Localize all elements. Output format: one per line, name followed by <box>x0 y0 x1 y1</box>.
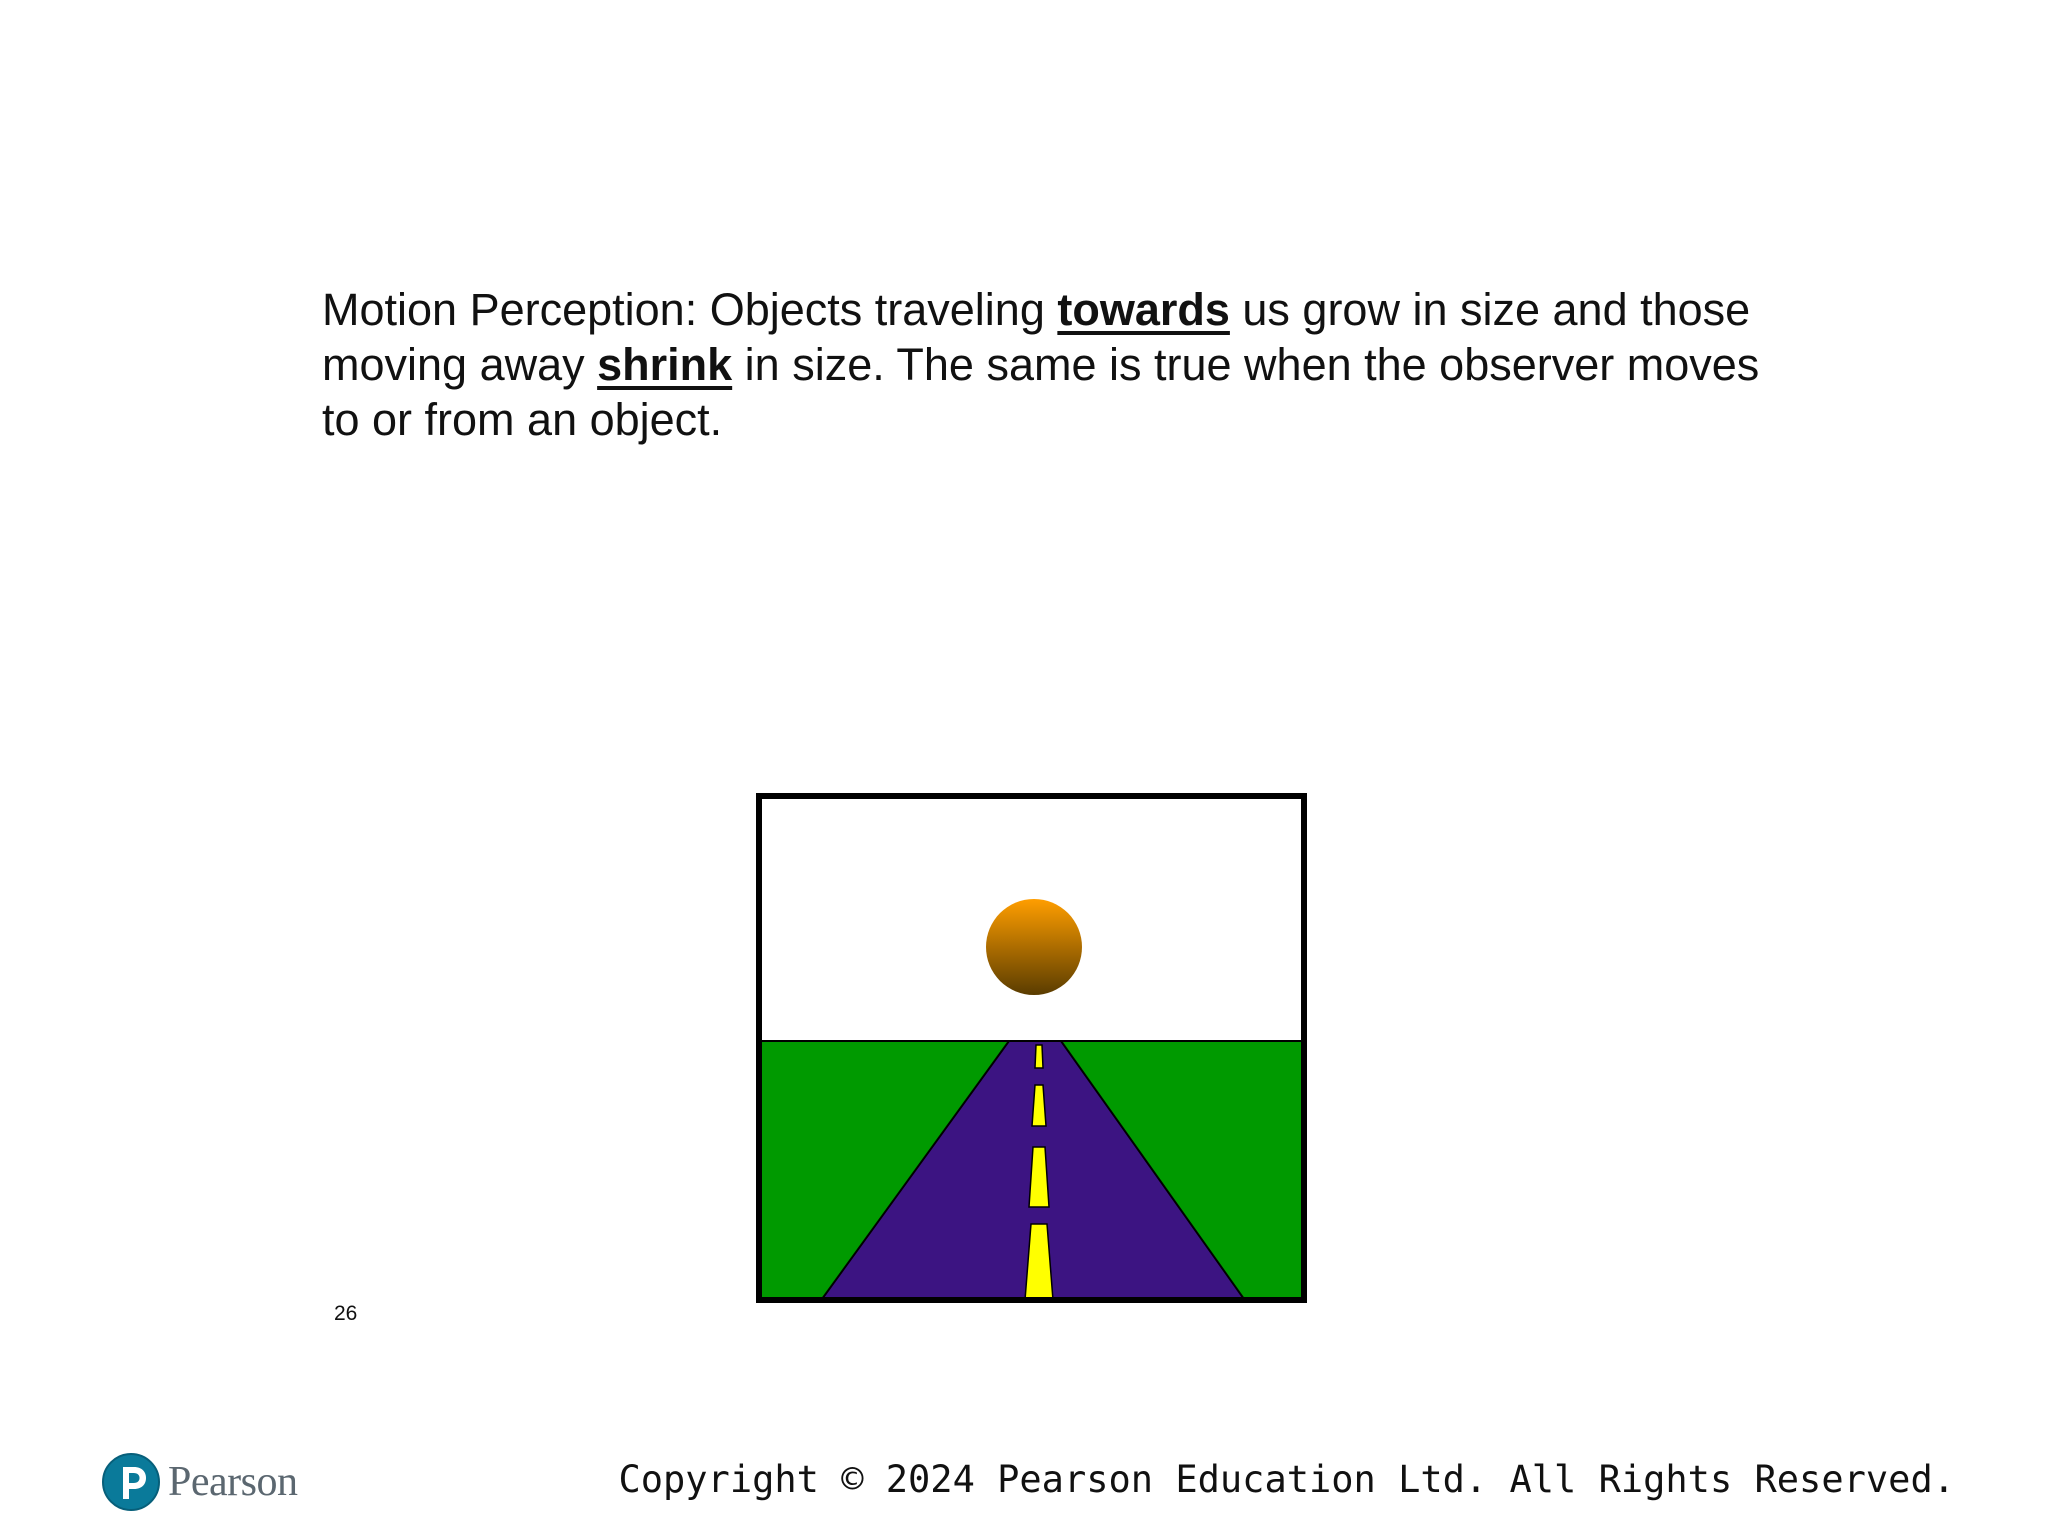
road-illustration <box>756 793 1307 1303</box>
pearson-logo-text: Pearson <box>168 1459 298 1505</box>
slide-body-text <box>322 282 1772 447</box>
pearson-p-icon <box>102 1453 160 1511</box>
text-part-3: in size. The same is true when the observer moves to or from an object. <box>322 339 1760 445</box>
lane-marking-1 <box>1035 1045 1043 1068</box>
pearson-logo <box>102 1452 297 1512</box>
lane-marking-2 <box>1032 1085 1046 1126</box>
copyright-notice: Copyright © 2024 Pearson Education Ltd. All Rights Reserved. <box>618 1458 1955 1501</box>
text-part-1: Motion Perception: Objects traveling <box>322 284 1058 335</box>
page-number: 26 <box>334 1302 358 1325</box>
emphasis-towards: towards <box>1057 284 1230 335</box>
text-part-2: us grow in size and those moving away <box>322 284 1751 390</box>
lane-marking-3 <box>1029 1147 1049 1207</box>
sun-ball <box>986 899 1082 995</box>
emphasis-shrink: shrink <box>597 339 733 390</box>
